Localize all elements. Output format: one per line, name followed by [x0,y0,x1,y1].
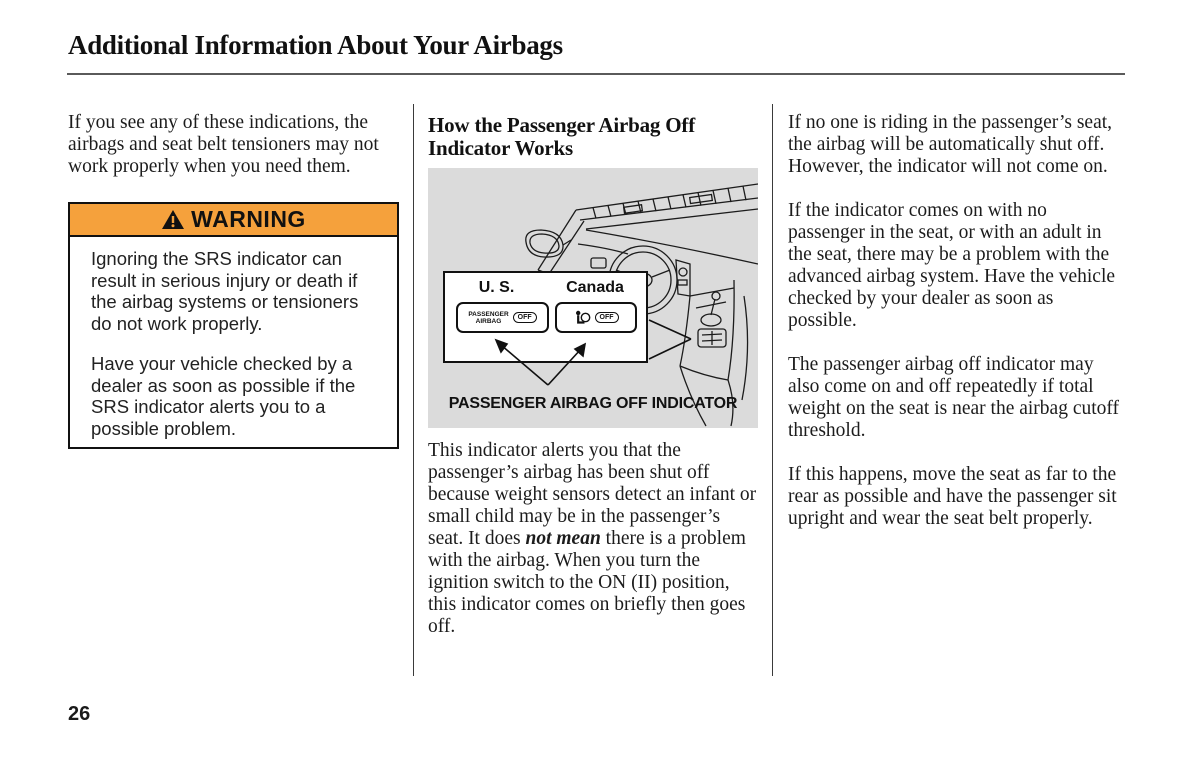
right-paragraph: If no one is riding in the passenger’s seat, the airbag will be automatically shut off. However, the indicator will not come on. [788,112,1113,177]
warning-paragraph: Have your vehicle checked by a dealer as soon as possible if the SRS indicator alerts you to a possible problem. [91,353,356,439]
right-paragraph: If this happens, move the seat as far to the rear as possible and have the passenger sit upright and wear the seat belt properly. [788,464,1117,529]
warning-label: WARNING [191,206,306,232]
left-column [68,112,402,449]
indicator-inset-box [443,271,648,363]
canada-label: Canada [566,279,624,296]
warning-triangle-icon [161,209,185,230]
right-column [788,112,1122,530]
intro-paragraph: If you see any of these indications, the airbags and seat belt tensioners may not work properly when you need them. [68,112,379,177]
us-label: U. S. [478,279,515,296]
warning-body [70,237,397,447]
column-divider-left [413,104,414,676]
warning-box [68,202,399,449]
indicator-description: This indicator alerts you that the passenger’s airbag has been shut off because weight sensors detect an infant or small child may be in the passenger’s seat. It does not mean there is a problem with the airbag. When you turn the ignition switch to the ON (II) position, this indicator comes on briefly then goes off. [428,440,757,637]
title-rule [67,73,1125,75]
us-indicator [456,302,549,333]
page-number: 26 [68,703,91,725]
page-title: Additional Information About Your Airbags [68,30,563,60]
column-divider-right [772,104,773,676]
right-paragraph: The passenger airbag off indicator may also come on and off repeatedly if total weight on the seat is near the airbag cutoff threshold. [788,354,1120,441]
warning-paragraph: Ignoring the SRS indicator can result in serious injury or death if the airbag systems or tensioners do not work properly. [91,248,359,334]
off-indicator-us: OFF [513,312,537,323]
indicator-figure [428,168,758,428]
middle-column [428,114,760,638]
us-indicator-text: PASSENGER AIRBAG [468,310,509,325]
warning-header [70,204,397,237]
airbag-icon [574,310,591,325]
emphasis-text: not mean [525,528,601,549]
figure-caption: PASSENGER AIRBAG OFF INDICATOR [448,395,738,412]
section-heading: How the Passenger Airbag Off Indicator Works [428,113,695,160]
canada-indicator [555,302,637,333]
right-paragraph: If the indicator comes on with no passenger in the seat, or with an adult in the seat, there may be a problem with the advanced airbag system. Have the vehicle checked by your dealer as soon as possible. [788,200,1116,331]
off-indicator-canada: OFF [595,312,619,323]
